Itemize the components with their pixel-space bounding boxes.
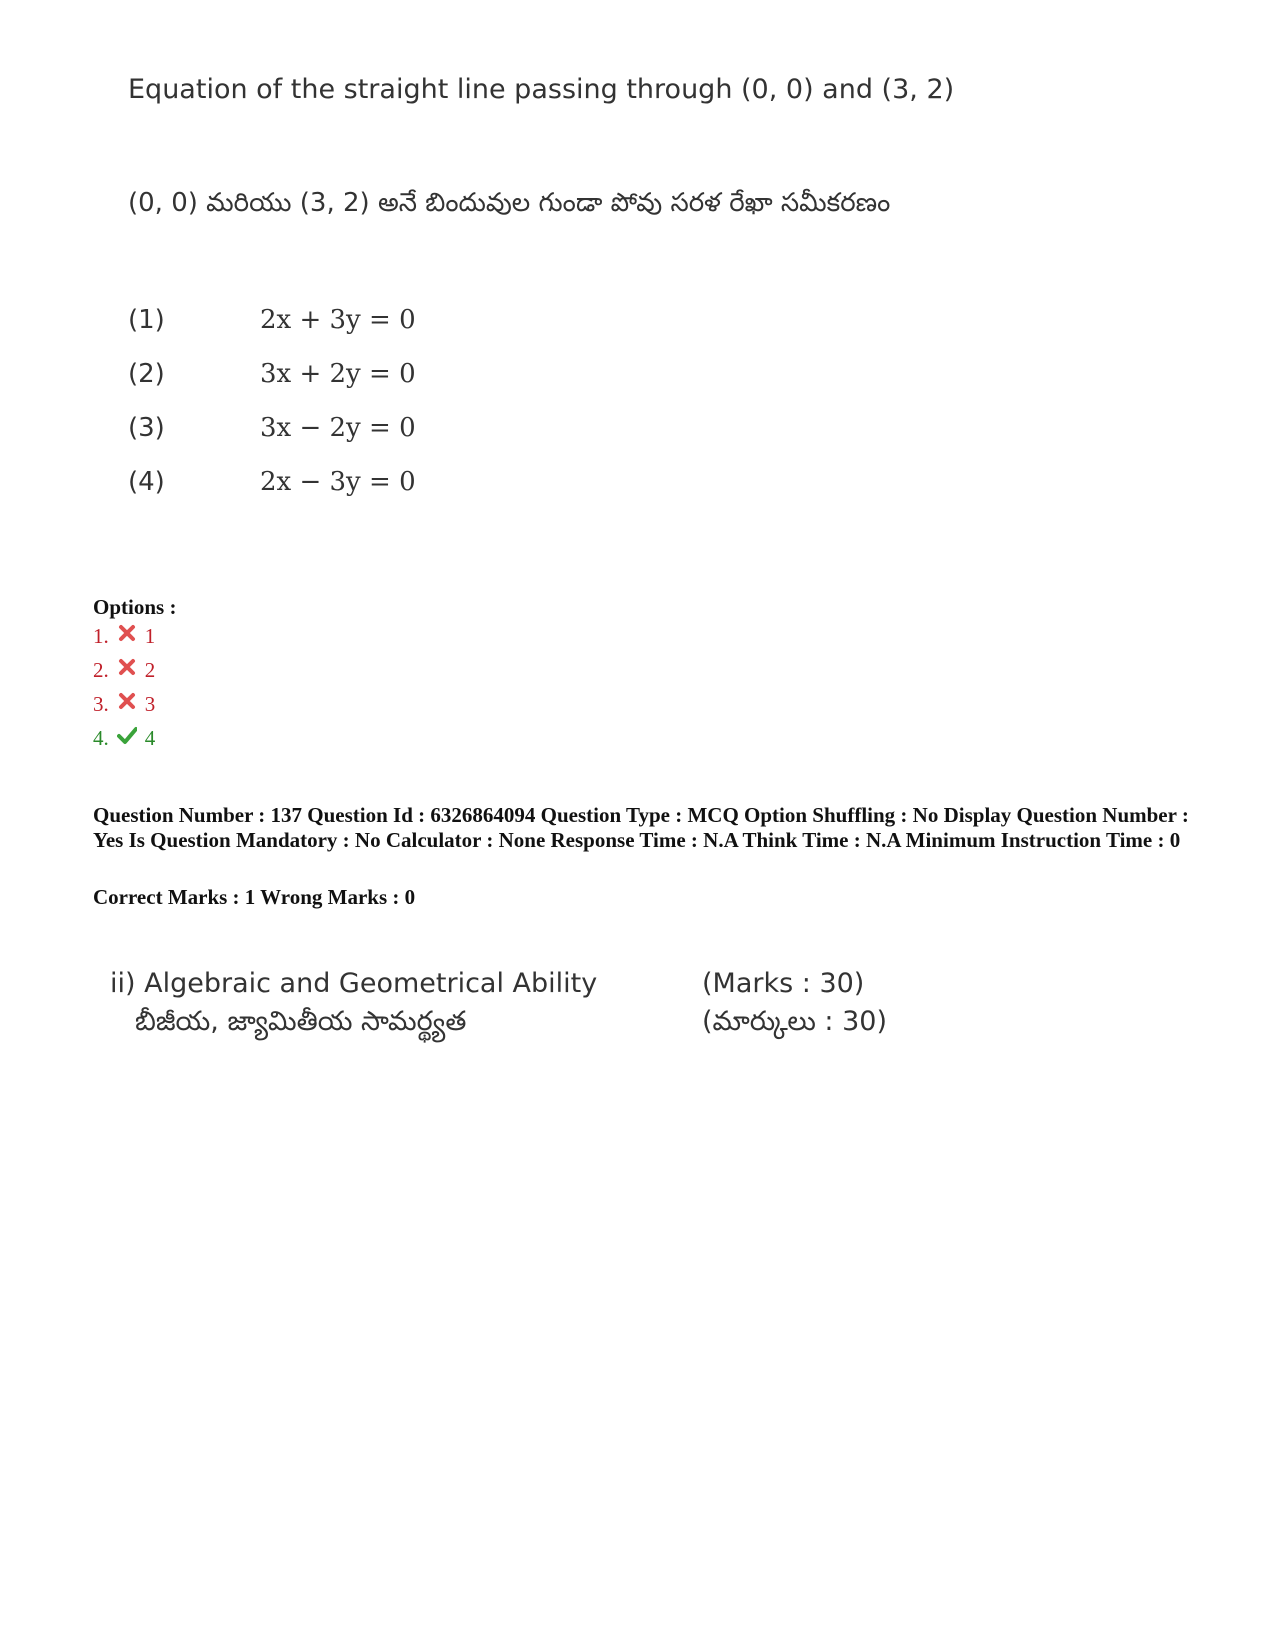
- option-number: 4.: [93, 726, 109, 750]
- cross-icon: [117, 657, 137, 677]
- choice-number: (3): [128, 413, 165, 443]
- option-4: [93, 726, 155, 751]
- choice-equation: 3x + 2y = 0: [260, 359, 416, 389]
- question-english: Equation of the straight line passing through (0, 0) and (3, 2): [128, 74, 955, 105]
- cross-icon: [117, 623, 137, 643]
- option-value: 4: [144, 726, 156, 750]
- option-number: 2.: [93, 658, 109, 682]
- option-1: [93, 624, 155, 649]
- choice-equation: 2x − 3y = 0: [260, 467, 416, 497]
- cross-icon: [117, 691, 137, 711]
- option-value: 1: [144, 624, 156, 648]
- option-value: 3: [144, 692, 156, 716]
- section-title-telugu: బీజీయ, జ్యామితీయ సామర్థ్యత: [135, 1006, 467, 1037]
- section-marks-telugu: (మార్కులు : 30): [702, 1006, 887, 1037]
- option-2: [93, 658, 155, 683]
- choice-equation: 3x − 2y = 0: [260, 413, 416, 443]
- choice-equation: 2x + 3y = 0: [260, 305, 416, 335]
- choice-2: [128, 359, 416, 389]
- choice-number: (1): [128, 305, 165, 335]
- check-icon: [117, 725, 137, 745]
- option-3: [93, 692, 155, 717]
- question-telugu: (0, 0) మరియు (3, 2) అనే బిందువుల గుండా పోవు సరళ రేఖా సమీకరణం: [128, 188, 891, 218]
- marks-info: Correct Marks : 1 Wrong Marks : 0: [93, 885, 416, 909]
- options-title: Options :: [93, 595, 177, 619]
- question-meta: Question Number : 137 Question Id : 6326864094 Question Type : MCQ Option Shuffling : No Display Question Number : Yes Is Question Mandatory : No Calculator : None Response Time : N.A Think Time : N.A Minimum Instruction Time : 0: [93, 803, 1189, 852]
- choice-4: [128, 467, 416, 497]
- choice-3: [128, 413, 416, 443]
- option-value: 2: [144, 658, 156, 682]
- section-marks-english: (Marks : 30): [702, 968, 865, 999]
- choice-1: [128, 305, 416, 335]
- section-title-english: ii) Algebraic and Geometrical Ability: [110, 968, 598, 999]
- option-number: 3.: [93, 692, 109, 716]
- choice-number: (2): [128, 359, 165, 389]
- option-number: 1.: [93, 624, 109, 648]
- choice-number: (4): [128, 467, 165, 497]
